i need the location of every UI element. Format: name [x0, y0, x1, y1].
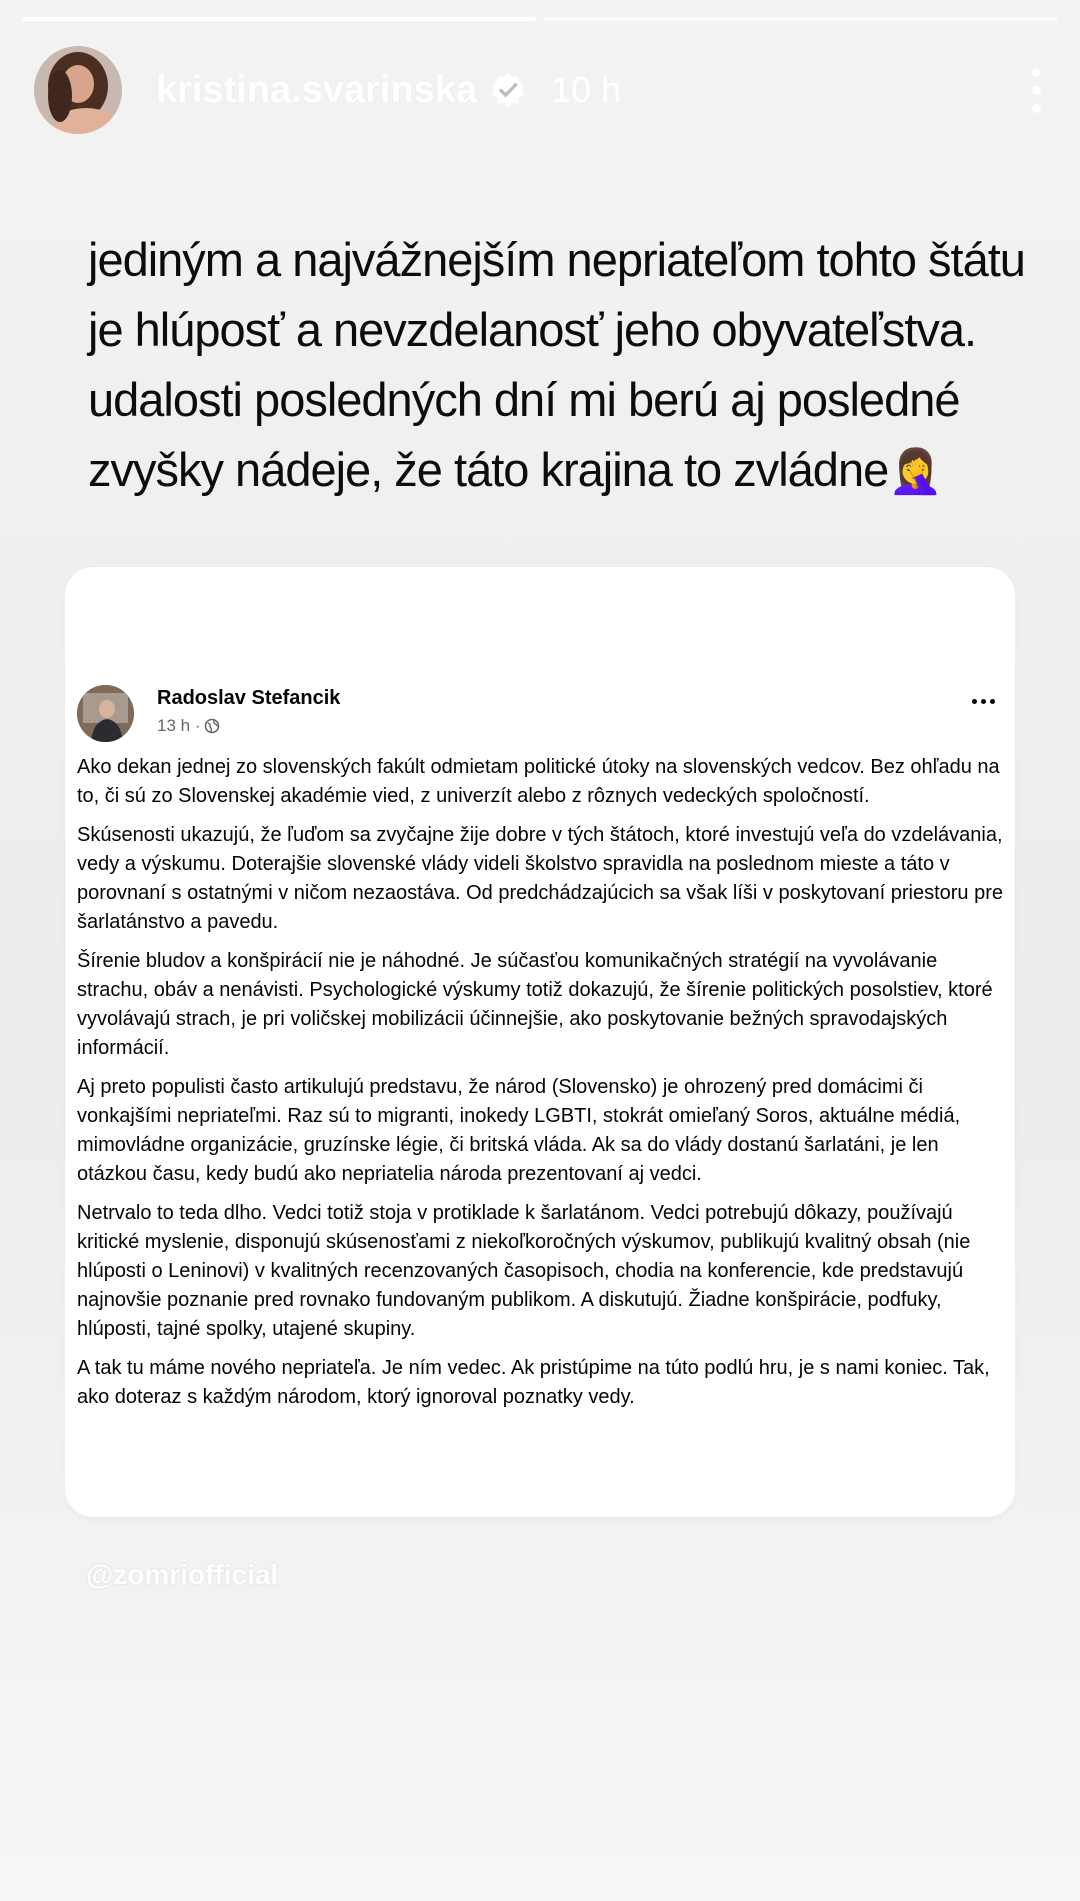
caption-line: je hlúposť a nevzdelanosť jeho obyvateľstva.: [88, 303, 977, 356]
progress-segment-2: [544, 17, 1058, 21]
more-options-icon[interactable]: [1016, 60, 1056, 120]
watermark: @zomriofficial: [86, 1559, 279, 1590]
story-caption: [88, 225, 1028, 507]
caption-line-last: [88, 435, 1028, 507]
caption-line: jediným a najvážnejším nepriateľom tohto štátu: [88, 233, 1025, 286]
username[interactable]: kristina.svarinska: [156, 68, 478, 111]
post-timestamp: 13 h ·: [157, 716, 201, 735]
caption-line: udalosti posledných dní mi berú aj posledné: [88, 373, 960, 426]
post-more-icon[interactable]: [972, 699, 995, 704]
post-time: 10 h: [551, 69, 622, 110]
post-paragraph: Šírenie bludov a konšpirácií nie je náhodné. Je súčasťou komunikačných stratégií na vyvolávanie strachu, obáv a nenávisti. Psychologické výskumy totiž dokazujú, že šírenie politických posolstiev, ktoré vyvolávajú strach, je pri voličskej mobilizácii účinnejšie, ako poskytovanie bežných spravodajských informácií.: [77, 950, 993, 1059]
caption-line-text: zvyšky nádeje, že táto krajina to zvládne: [88, 443, 889, 496]
facebook-post-screenshot: [65, 567, 1015, 1517]
progress-segment-1: [22, 17, 536, 21]
post-paragraph: Skúsenosti ukazujú, že ľuďom sa zvyčajne žije dobre v tých štátoch, ktoré investujú veľa do vzdelávania, vedy a výskumu. Doterajšie slovenské vlády videli školstvo spravidla na poslednom mieste a táto v porovnaní s ostatnými v ničom nezaostáva. Od predchádzajúcich sa však líši v poskytovaní priestoru pre šarlatánstvo a pavedu.: [77, 824, 1004, 933]
post-paragraph: Ako dekan jednej zo slovenských fakúlt odmietam politické útoky na slovenských vedcov. Bez ohľadu na to, či sú zo Slovenskej akadémie vied, z univerzít alebo z rôznych vedeckých spoločností.: [77, 756, 1000, 807]
post-body: [77, 753, 1007, 1422]
story-header: [34, 46, 1056, 134]
story-progress-bar: [22, 17, 1058, 21]
post-header: [77, 685, 995, 745]
post-author-name[interactable]: Radoslav Stefancik: [157, 687, 341, 709]
facepalm-emoji: 🤦‍♀️: [888, 447, 943, 496]
avatar[interactable]: [34, 46, 122, 134]
post-paragraph: A tak tu máme nového nepriateľa. Je ním vedec. Ak pristúpime na túto podlú hru, je s nami koniec. Tak, ako doteraz s každým národom, ktorý ignoroval poznatky vedy.: [77, 1357, 990, 1408]
verified-badge-icon: [489, 71, 527, 109]
author-avatar: [77, 685, 134, 742]
globe-icon: [204, 718, 220, 734]
post-paragraph: Aj preto populisti často artikulujú predstavu, že národ (Slovensko) je ohrozený pred domácimi či vonkajšími nepriateľmi. Raz sú to migranti, inokedy LGBTI, stokrát omieľaný Soros, aktuálne médiá, mimovládne organizácie, gruzínske légie, či britská vláda. Ak sa do vlády dostanú šarlatáni, je len otázkou času, kedy budú ako nepriatelia národa prezentovaní aj vedci.: [77, 1076, 961, 1185]
post-meta: [157, 716, 220, 736]
post-paragraph: Netrvalo to teda dlho. Vedci totiž stoja v protiklade k šarlatánom. Vedci potrebujú dôkazy, používajú kritické myslenie, disponujú skúsenosťami z niekoľkoročných výskumov, publikujú kvalitný obsah (nie hlúposti o Leninovi) v kvalitných recenzovaných časopisoch, chodia na konferencie, kde predstavujú najnovšie poznanie pred rovnako fundovaným publikom. A diskutujú. Žiadne konšpirácie, podfuky, hlúposti, tajné spolky, utajené skupiny.: [77, 1202, 971, 1340]
